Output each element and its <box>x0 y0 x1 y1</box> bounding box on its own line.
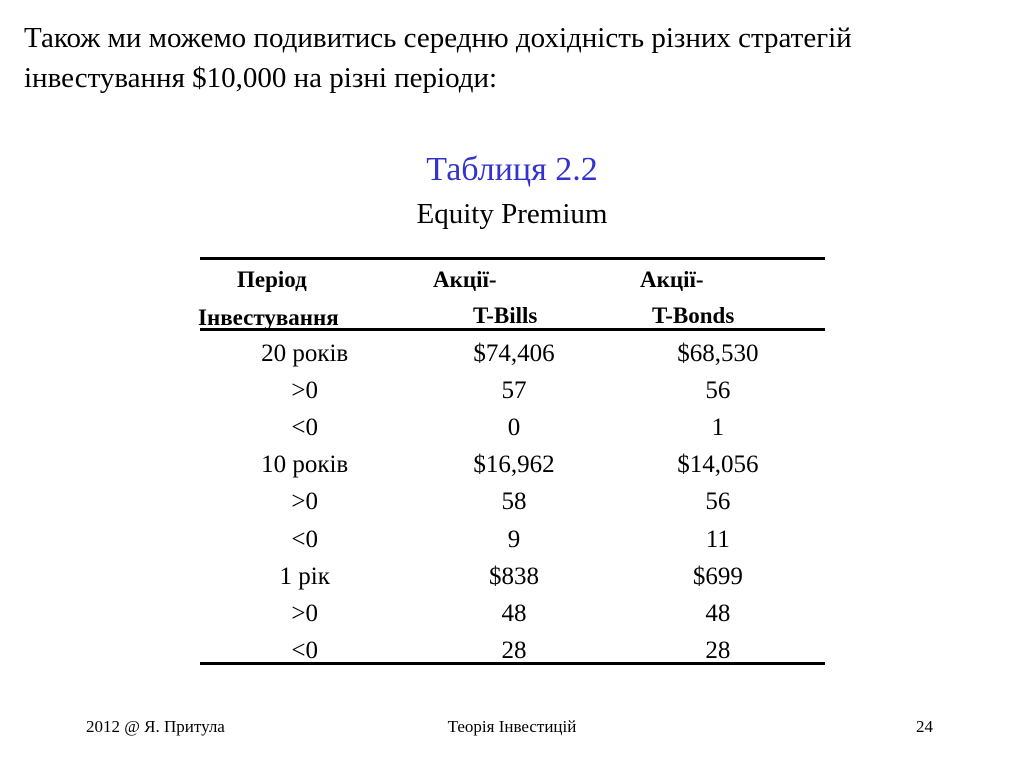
footer-course-title: Теорія Інвестицій <box>447 717 577 736</box>
cell-tbonds: 1 <box>711 413 725 441</box>
cell-period: 1 рік <box>279 562 330 590</box>
cell-tbills: $16,962 <box>473 451 555 479</box>
intro-text: Також ми можемо подивитись середню дохідність різних стратегій інвестування $10,000 на різні періоди: <box>24 22 852 94</box>
cell-tbills: 48 <box>501 599 527 627</box>
table-row <box>200 521 825 558</box>
header-period-line1: Період <box>237 267 307 292</box>
cell-period: <0 <box>291 413 318 441</box>
table-row <box>200 409 825 446</box>
table-row <box>200 372 825 409</box>
table-top-rule <box>200 257 825 260</box>
table-subtitle: Equity Premium <box>416 198 608 230</box>
cell-tbonds: 11 <box>705 525 730 553</box>
table-row <box>200 335 825 372</box>
table-row <box>200 484 825 521</box>
cell-tbills: 28 <box>501 637 527 665</box>
header-tbonds-line1: Акції- <box>640 267 704 292</box>
table-bottom-rule <box>200 662 825 665</box>
cell-period: >0 <box>291 376 318 404</box>
table-title: Таблиця 2.2 <box>426 151 598 188</box>
footer-author: 2012 @ Я. Притула <box>86 717 225 736</box>
table-row <box>200 447 825 484</box>
cell-period: >0 <box>291 599 318 627</box>
header-tbonds-line2: T-Bonds <box>652 303 735 328</box>
cell-period: 10 років <box>261 451 349 479</box>
cell-tbills: $74,406 <box>473 339 555 367</box>
cell-tbills: $838 <box>489 562 540 590</box>
table-row <box>200 558 825 595</box>
cell-period: <0 <box>291 525 318 553</box>
cell-period: >0 <box>291 488 318 516</box>
table-body <box>200 335 825 670</box>
header-tbills-line1: Акції- <box>433 267 497 292</box>
cell-tbonds: 48 <box>705 599 731 627</box>
cell-period: 20 років <box>261 339 349 367</box>
table-header-rule <box>200 328 825 331</box>
cell-tbonds: 28 <box>705 637 731 665</box>
header-period-line2: Інвестування <box>198 305 339 330</box>
cell-tbills: 58 <box>501 488 527 516</box>
cell-tbills: 57 <box>501 376 527 404</box>
header-tbills-line2: T-Bills <box>473 303 538 328</box>
cell-tbonds: $699 <box>692 562 743 590</box>
cell-tbonds: $68,530 <box>677 339 759 367</box>
cell-tbonds: 56 <box>705 376 731 404</box>
cell-tbonds: 56 <box>705 488 731 516</box>
table-row <box>200 595 825 632</box>
cell-tbills: 9 <box>507 525 521 553</box>
page-number: 24 <box>916 717 933 736</box>
cell-tbonds: $14,056 <box>677 451 759 479</box>
cell-tbills: 0 <box>507 413 521 441</box>
cell-period: <0 <box>291 637 318 665</box>
